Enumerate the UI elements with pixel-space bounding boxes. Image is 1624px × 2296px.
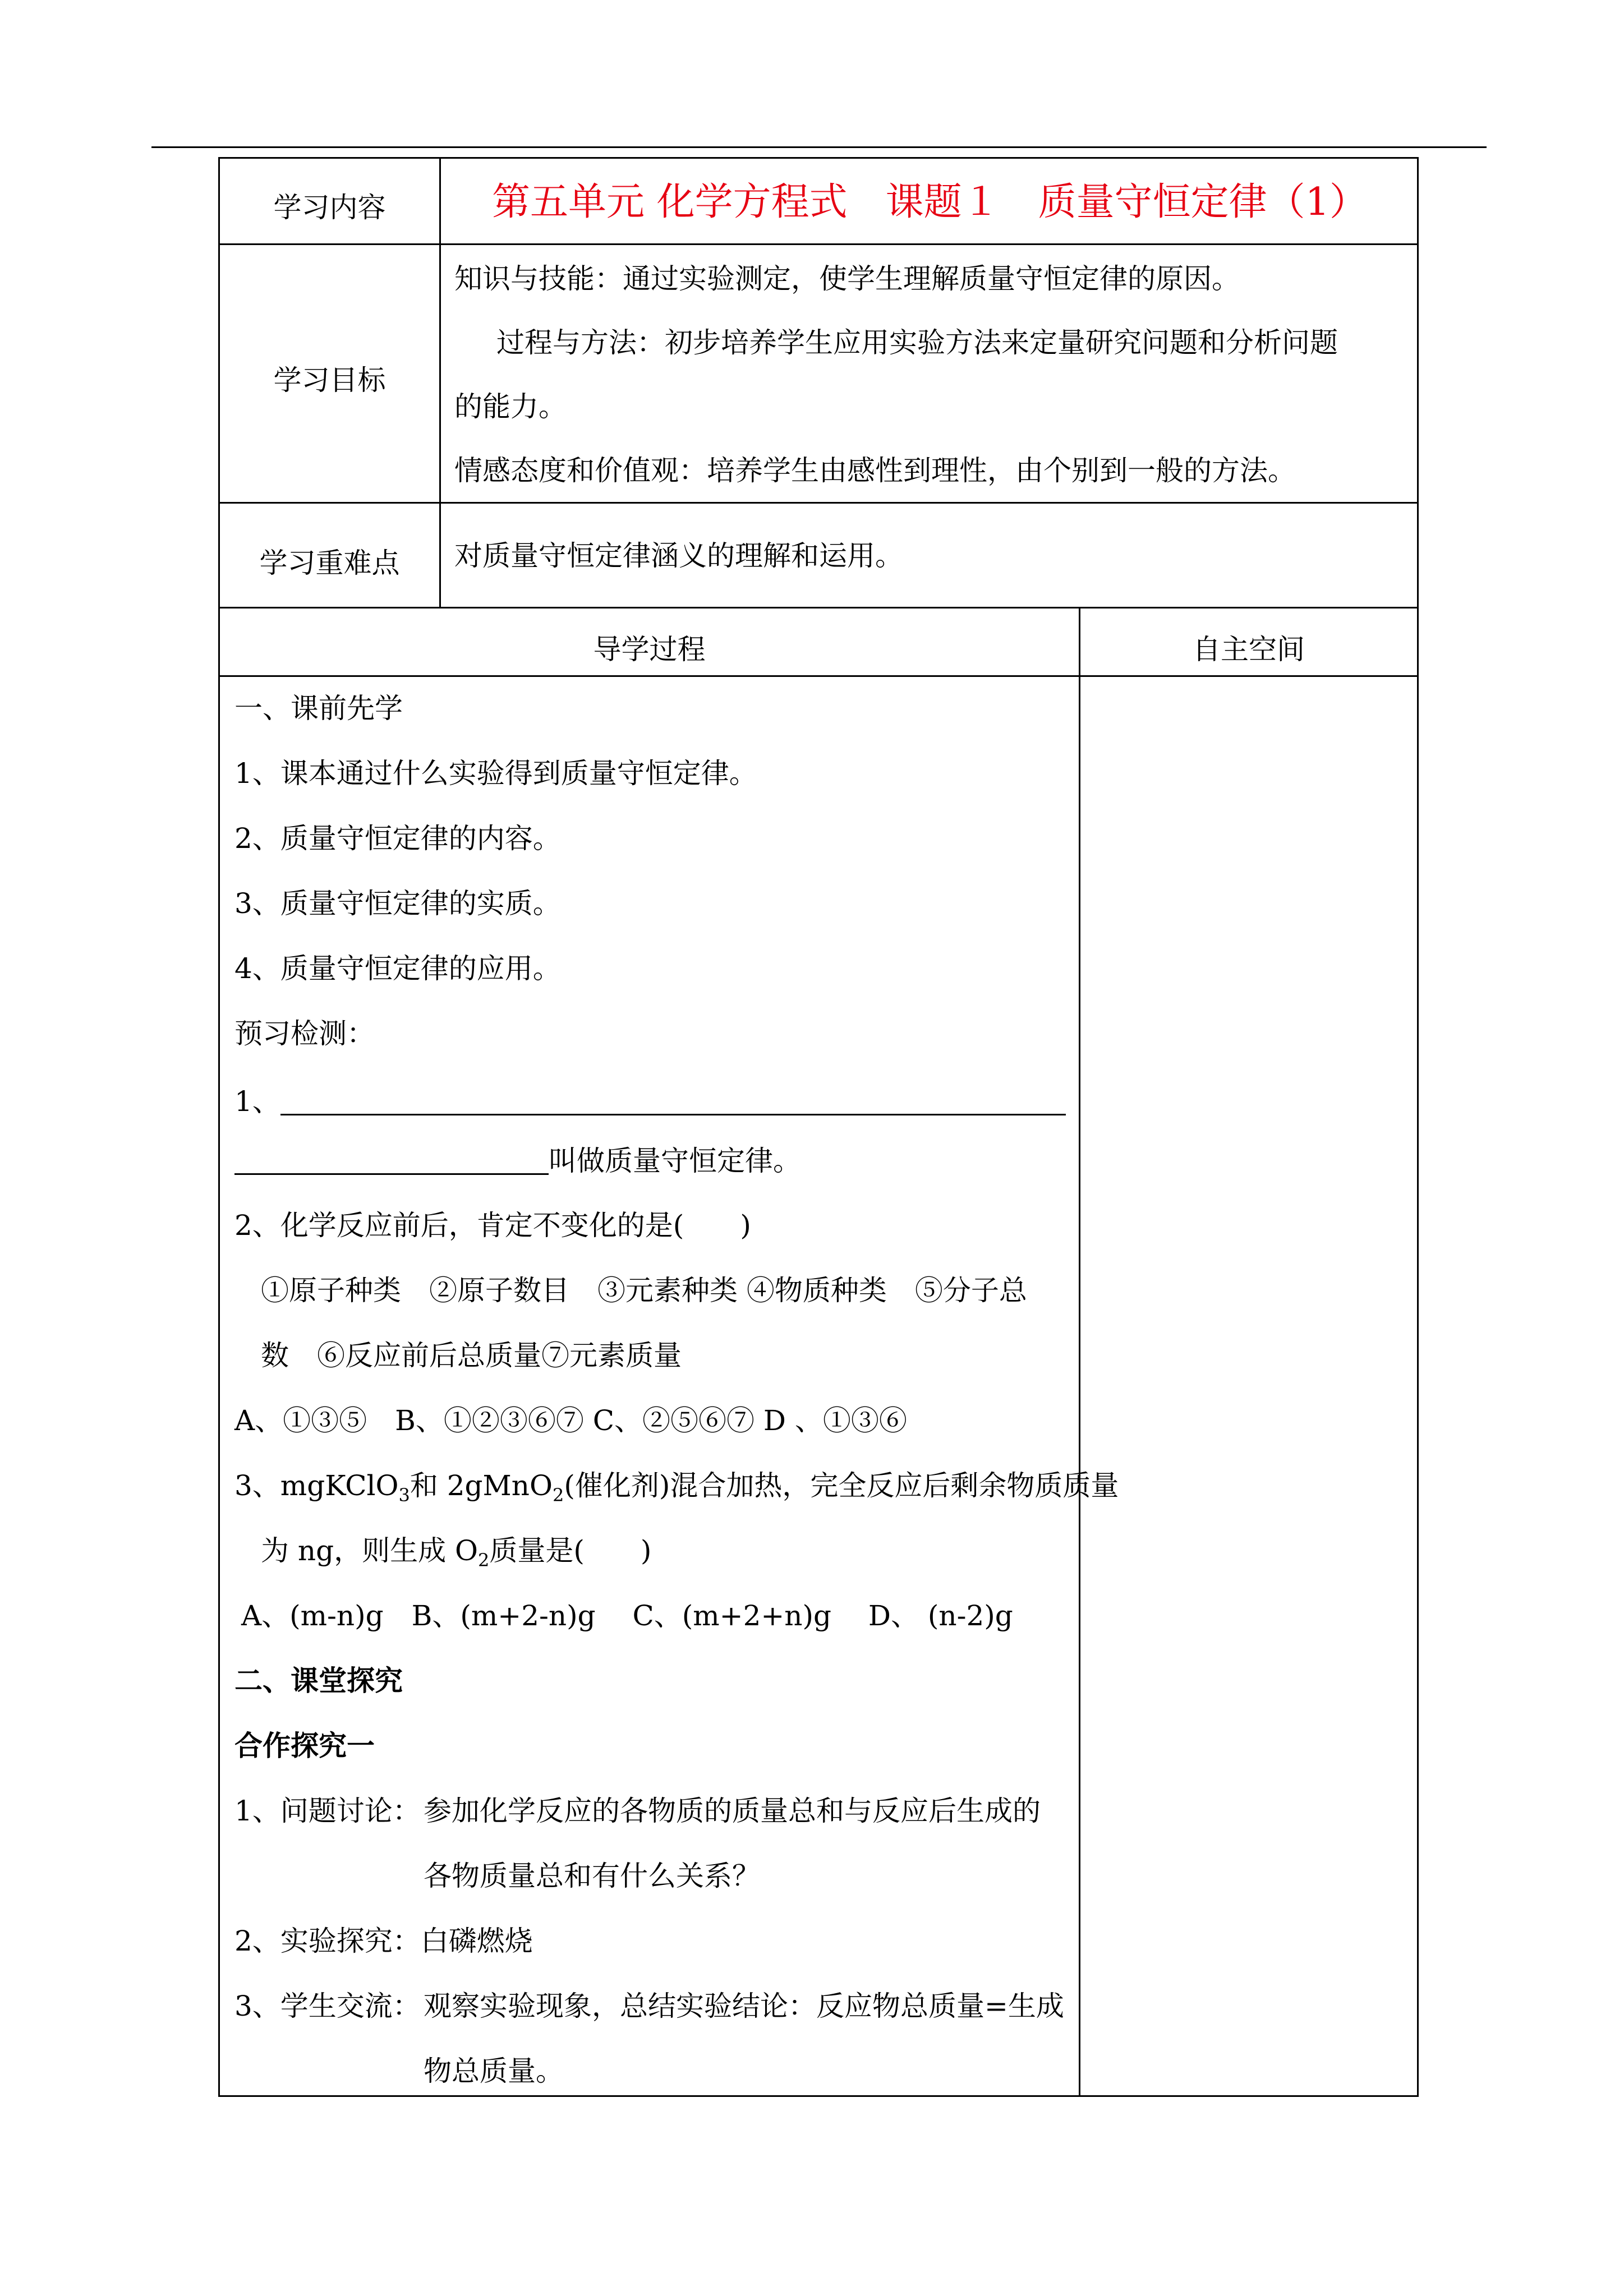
question-3-text: 和 2gMnO <box>410 1469 553 1502</box>
column-header-space: 自主空间 <box>1193 633 1305 666</box>
header-rule <box>151 146 1487 148</box>
goal-attitude: 情感态度和价值观：培养学生由感性到理性，由个别到一般的方法。 <box>454 454 1296 487</box>
subscript: 2 <box>552 1484 564 1506</box>
answer-blank[interactable] <box>280 1085 1066 1115</box>
self-study-space[interactable] <box>1082 677 1416 2094</box>
inquiry-3-text-cont: 物总质量。 <box>424 2055 564 2087</box>
section2-heading: 二、课堂探究 <box>234 1664 403 1697</box>
question-3-text: (催化剂)混合加热，完全反应后剩余物质质量 <box>564 1469 1119 1502</box>
answer-blank[interactable] <box>234 1144 549 1175</box>
question-3-cont <box>261 1534 652 1571</box>
goal-process-cont: 的能力。 <box>454 390 567 423</box>
list-item: 2、质量守恒定律的内容。 <box>234 822 561 855</box>
goal-process: 过程与方法：初步培养学生应用实验方法来定量研究问题和分析问题 <box>496 326 1338 359</box>
inquiry-3-text: 观察实验现象，总结实验结论：反应物总质量=生成 <box>424 1990 1064 2022</box>
column-header-process: 导学过程 <box>593 633 706 666</box>
question-2-options: ①原子种类 ②原子数目 ③元素种类 ④物质种类 ⑤分子总 <box>261 1274 1027 1307</box>
inquiry-1-prefix: 1、问题讨论： <box>234 1795 421 1827</box>
question-2-options-cont: 数 ⑥反应前后总质量⑦元素质量 <box>261 1339 682 1372</box>
section2-subheading: 合作探究一 <box>234 1729 375 1762</box>
check-heading: 预习检测： <box>234 1017 375 1050</box>
question-3-text: 3、mgKClO <box>234 1469 399 1502</box>
question-1-cont <box>234 1144 801 1175</box>
list-item: 3、质量守恒定律的实质。 <box>234 887 561 920</box>
difficulty-text: 对质量守恒定律涵义的理解和运用。 <box>454 540 903 572</box>
difficulty-label: 学习重难点 <box>259 547 400 579</box>
inquiry-3-prefix: 3、学生交流： <box>234 1990 421 2022</box>
question-1-suffix: 叫做质量守恒定律。 <box>549 1145 801 1177</box>
page-title: 第五单元 化学方程式 课题１ 质量守恒定律（1） <box>492 180 1368 224</box>
question-1-prefix: 1、 <box>234 1085 280 1118</box>
goal-knowledge: 知识与技能：通过实验测定，使学生理解质量守恒定律的原因。 <box>454 262 1240 295</box>
question-1 <box>234 1085 1066 1118</box>
section1-heading: 一、课前先学 <box>234 692 403 725</box>
inquiry-1-text-cont: 各物质量总和有什么关系？ <box>424 1860 760 1892</box>
list-item: 1、课本通过什么实验得到质量守恒定律。 <box>234 757 757 790</box>
inquiry-2: 2、实验探究：白磷燃烧 <box>234 1925 533 1957</box>
list-item: 4、质量守恒定律的应用。 <box>234 952 561 985</box>
question-3-text: 为 ng，则生成 O <box>261 1534 478 1567</box>
content-label: 学习内容 <box>273 191 386 224</box>
question-3-text: 质量是( ) <box>489 1534 652 1567</box>
subscript: 3 <box>398 1484 410 1506</box>
question-3 <box>234 1469 1119 1506</box>
question-3-answers: A、(m-n)g B、(m+2-n)g C、(m+2+n)g D、 (n-2)g <box>241 1599 1013 1632</box>
goals-label: 学习目标 <box>273 364 386 397</box>
subscript: 2 <box>478 1550 490 1571</box>
question-2: 2、化学反应前后，肯定不变化的是( ) <box>234 1209 751 1242</box>
inquiry-1-text: 参加化学反应的各物质的质量总和与反应后生成的 <box>424 1795 1041 1827</box>
question-2-answers: A、①③⑤ B、①②③⑥⑦ C、②⑤⑥⑦ D 、①③⑥ <box>234 1404 907 1437</box>
